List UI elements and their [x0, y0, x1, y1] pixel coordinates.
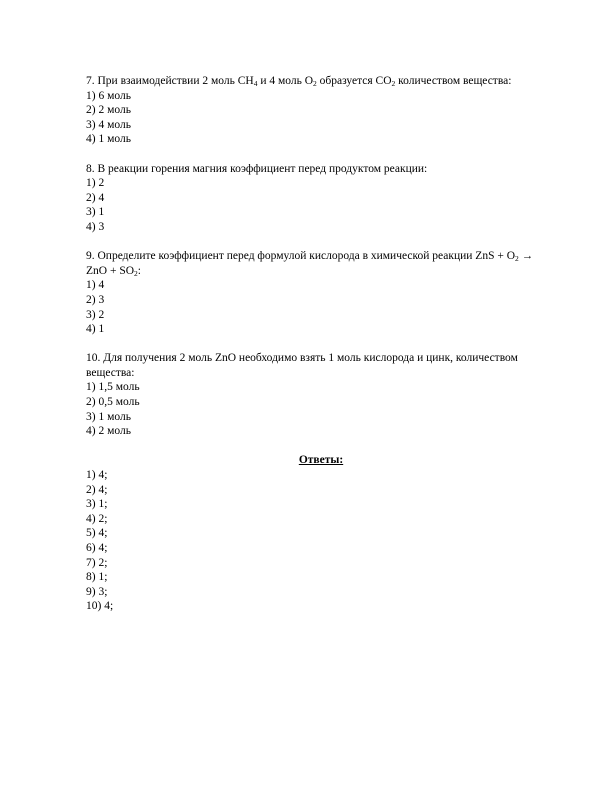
answers-title: Ответы: [298, 454, 344, 467]
question-10-text-line2: вещества: [86, 366, 135, 379]
answer-option: 3) 2 [86, 308, 105, 321]
question-text-part: При взаимодействии 2 моль CH [97, 75, 254, 87]
answer-option: 2) 0,5 моль [86, 396, 140, 409]
question-text-part: образуется CO [316, 75, 392, 87]
answer-option: 4) 1 [86, 323, 105, 336]
question-text-part: Определите коэффициент перед формулой кислорода в химической реакции ZnS + O [97, 250, 516, 263]
subscript: 2 [515, 254, 519, 264]
question-7-text [86, 74, 556, 89]
answer-option: 1) 2 [86, 177, 105, 190]
answer-option: 3) 1 [86, 206, 105, 219]
answer-key-item: 4) 2; [86, 512, 108, 525]
question-9-text-line1 [86, 249, 556, 264]
answer-option: 4) 3 [86, 220, 105, 233]
answer-key-item: 3) 1; [86, 498, 108, 511]
answer-key-item: 1) 4; [86, 469, 108, 482]
spacer [86, 439, 556, 454]
answer-option: 1) 1,5 моль [86, 381, 140, 394]
question-10 [86, 351, 556, 439]
answer-option: 1) 4 [86, 279, 105, 292]
subscript: 2 [134, 268, 138, 278]
answer-key-item: 5) 4; [86, 527, 108, 540]
question-number: 10. [86, 352, 101, 365]
answer-option: 1) 6 моль [86, 89, 131, 102]
answer-option: 2) 4 [86, 191, 105, 204]
spacer [86, 337, 556, 352]
spacer [86, 147, 556, 162]
spacer [86, 235, 556, 250]
document-page [86, 74, 556, 614]
subscript: 4 [253, 79, 258, 88]
question-9 [86, 249, 556, 337]
subscript: 2 [313, 79, 317, 88]
answer-key-item: 7) 2; [86, 556, 108, 569]
question-8 [86, 162, 556, 235]
question-8-text [86, 162, 556, 177]
answer-option: 2) 2 моль [86, 104, 131, 117]
question-text-part: количеством вещества: [395, 75, 512, 87]
question-9-text-line2 [86, 264, 556, 279]
question-text-part: → [518, 250, 534, 263]
answer-key-item: 6) 4; [86, 542, 108, 554]
answer-option: 4) 2 моль [86, 425, 131, 438]
subscript: 2 [391, 79, 396, 88]
answer-option: 2) 3 [86, 293, 105, 306]
question-text-part: ZnO + SO [86, 264, 135, 277]
answers-section [86, 453, 556, 614]
answer-key-item: 8) 1; [86, 571, 108, 584]
answer-option: 3) 4 моль [86, 118, 131, 131]
question-text-part: и 4 моль O [257, 75, 314, 87]
answer-option: 4) 1 моль [86, 133, 131, 146]
answer-key-item: 9) 3; [86, 585, 108, 598]
question-7 [86, 74, 556, 147]
question-number: 8. [86, 162, 95, 175]
question-text-part: : [137, 264, 141, 277]
question-10-text-line1 [86, 351, 556, 366]
question-text: Для получения 2 моль ZnO необходимо взять 1 моль кислорода и цинк, количеством [103, 352, 518, 365]
question-number: 9. [86, 250, 95, 263]
answer-key-item: 10) 4; [86, 600, 114, 613]
question-text: В реакции горения магния коэффициент перед продуктом реакции: [97, 162, 428, 175]
question-number: 7. [86, 75, 95, 87]
answer-option: 3) 1 моль [86, 410, 131, 423]
answer-key-item: 2) 4; [86, 483, 108, 496]
